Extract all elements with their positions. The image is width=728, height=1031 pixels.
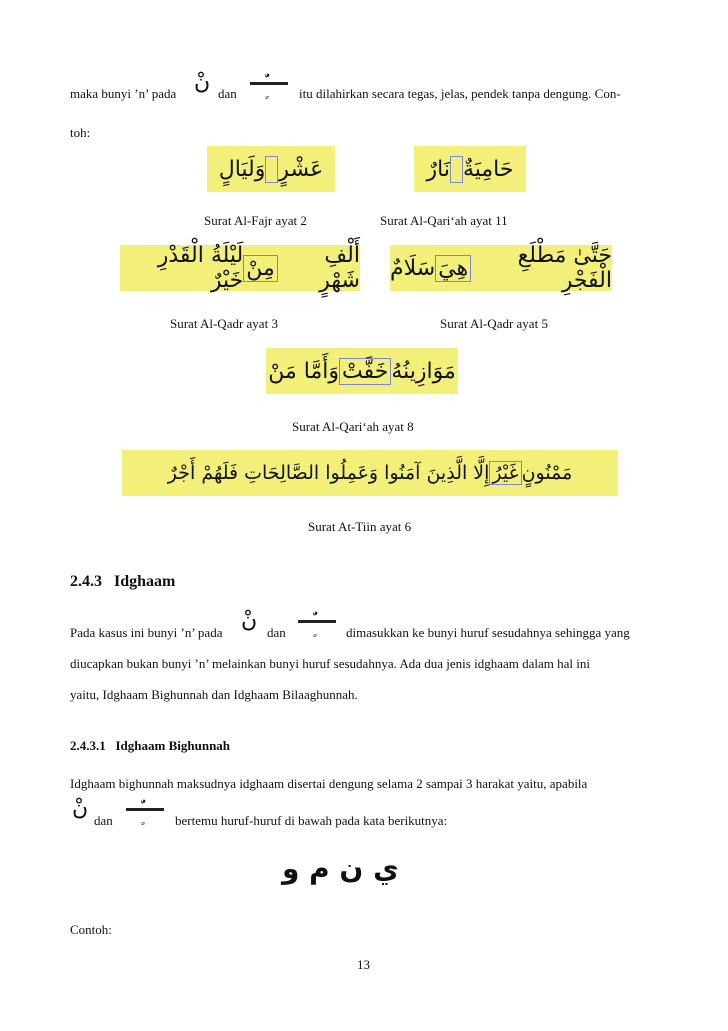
verse-qariah-11	[414, 146, 526, 192]
verse-post: حَتَّىٰ مَطْلَعِ الْفَجْرِ	[517, 243, 612, 293]
para2-line2: diucapkan bukan bunyi ’n’ melainkan bunyi huruf sesudahnya. Ada dua jenis idghaam dalam hal ini	[70, 656, 590, 671]
verse-pre: لَيْلَةُ الْقَدْرِ خَيْرٌ	[157, 243, 244, 293]
caption-qariah-8: Surat Al-Qari‘ah ayat 8	[292, 419, 414, 434]
verse-highlight: هِيَ	[435, 255, 471, 282]
verse-highlight: خَفَّتْ	[339, 358, 391, 385]
tanwin-glyph	[298, 612, 336, 642]
verse-pre: سَلَامٌ	[390, 255, 436, 281]
caption-qariah-11: Surat Al-Qari‘ah ayat 11	[380, 213, 508, 228]
verse-pre: وَأَمَّا مَنْ	[268, 358, 339, 384]
verse-highlight	[265, 156, 278, 183]
idghaam-letters: ي ن م و	[282, 852, 399, 885]
verse-highlight: غَيْرُ	[489, 461, 521, 485]
para2-part2: dan	[267, 625, 286, 640]
nun-sukun-glyph: نْ	[194, 70, 211, 95]
caption-qadr-5: Surat Al-Qadr ayat 5	[440, 316, 548, 331]
para2-part1: Pada kasus ini bunyi ’n’ pada	[70, 625, 223, 640]
verse-tiin-6	[122, 450, 618, 496]
verse-post: نَارٌ	[426, 156, 450, 182]
caption-tiin-6: Surat At-Tiin ayat 6	[308, 519, 412, 534]
verse-post: أَلْفِ شَهْرٍ	[319, 243, 360, 293]
verse-post: وَلَيَالٍ	[218, 156, 266, 182]
para2-part3: dimasukkan ke bunyi huruf sesudahnya sehingga yang	[346, 625, 630, 640]
tanwin-bar	[250, 82, 288, 85]
tanwin-glyph	[126, 800, 164, 830]
para3-part2: dan	[94, 813, 113, 828]
verse-pre: حَامِيَةٌ	[462, 156, 514, 182]
para2-line3: yaitu, Idghaam Bighunnah dan Idghaam Bilaaghunnah.	[70, 687, 358, 702]
verse-post: مَمْنُونٍ	[521, 462, 573, 484]
tanwin-bar	[126, 808, 164, 811]
subsection-number: 2.4.3.1	[70, 738, 106, 753]
verse-qariah-8	[266, 348, 458, 394]
verse-qadr-3	[120, 245, 360, 291]
verse-highlight	[450, 156, 463, 183]
section-title: Idghaam	[114, 573, 176, 590]
page-number: 13	[357, 957, 370, 972]
verse-pre: عَشْرٍ	[278, 156, 324, 182]
caption-qadr-3: Surat Al-Qadr ayat 3	[170, 316, 278, 331]
tanwin-bar	[298, 620, 336, 623]
tanwin-glyph	[250, 74, 288, 104]
section-number: 2.4.3	[70, 573, 102, 590]
para3-part3: bertemu huruf-huruf di bawah pada kata berikutnya:	[175, 813, 448, 828]
subsection-title: Idghaam Bighunnah	[115, 738, 231, 753]
section-heading	[70, 573, 175, 591]
verse-qadr-5	[390, 245, 612, 291]
verse-pre: إِلَّا الَّذِينَ آمَنُوا وَعَمِلُوا الصَّالِحَاتِ فَلَهُمْ أَجْرٌ	[167, 462, 490, 484]
para1-part3: itu dilahirkan secara tegas, jelas, pendek tanpa dengung. Con-	[299, 86, 621, 101]
subsection-heading	[70, 738, 230, 754]
caption-fajr-2: Surat Al-Fajr ayat 2	[204, 213, 307, 228]
contoh-label: Contoh:	[70, 922, 112, 937]
verse-fajr-2	[207, 146, 335, 192]
verse-post: مَوَازِينُهُ	[391, 358, 456, 384]
para1-part2: dan	[218, 86, 237, 101]
verse-highlight: مِنْ	[243, 255, 278, 282]
para3-line1: Idghaam bighunnah maksudnya idghaam disertai dengung selama 2 sampai 3 harakat yaitu, apabila	[70, 776, 588, 791]
para1-part1: maka bunyi ’n’ pada	[70, 86, 177, 101]
nun-sukun-glyph: نْ	[72, 796, 89, 821]
nun-sukun-glyph: نْ	[241, 608, 258, 633]
para1-line2: toh:	[70, 125, 91, 140]
